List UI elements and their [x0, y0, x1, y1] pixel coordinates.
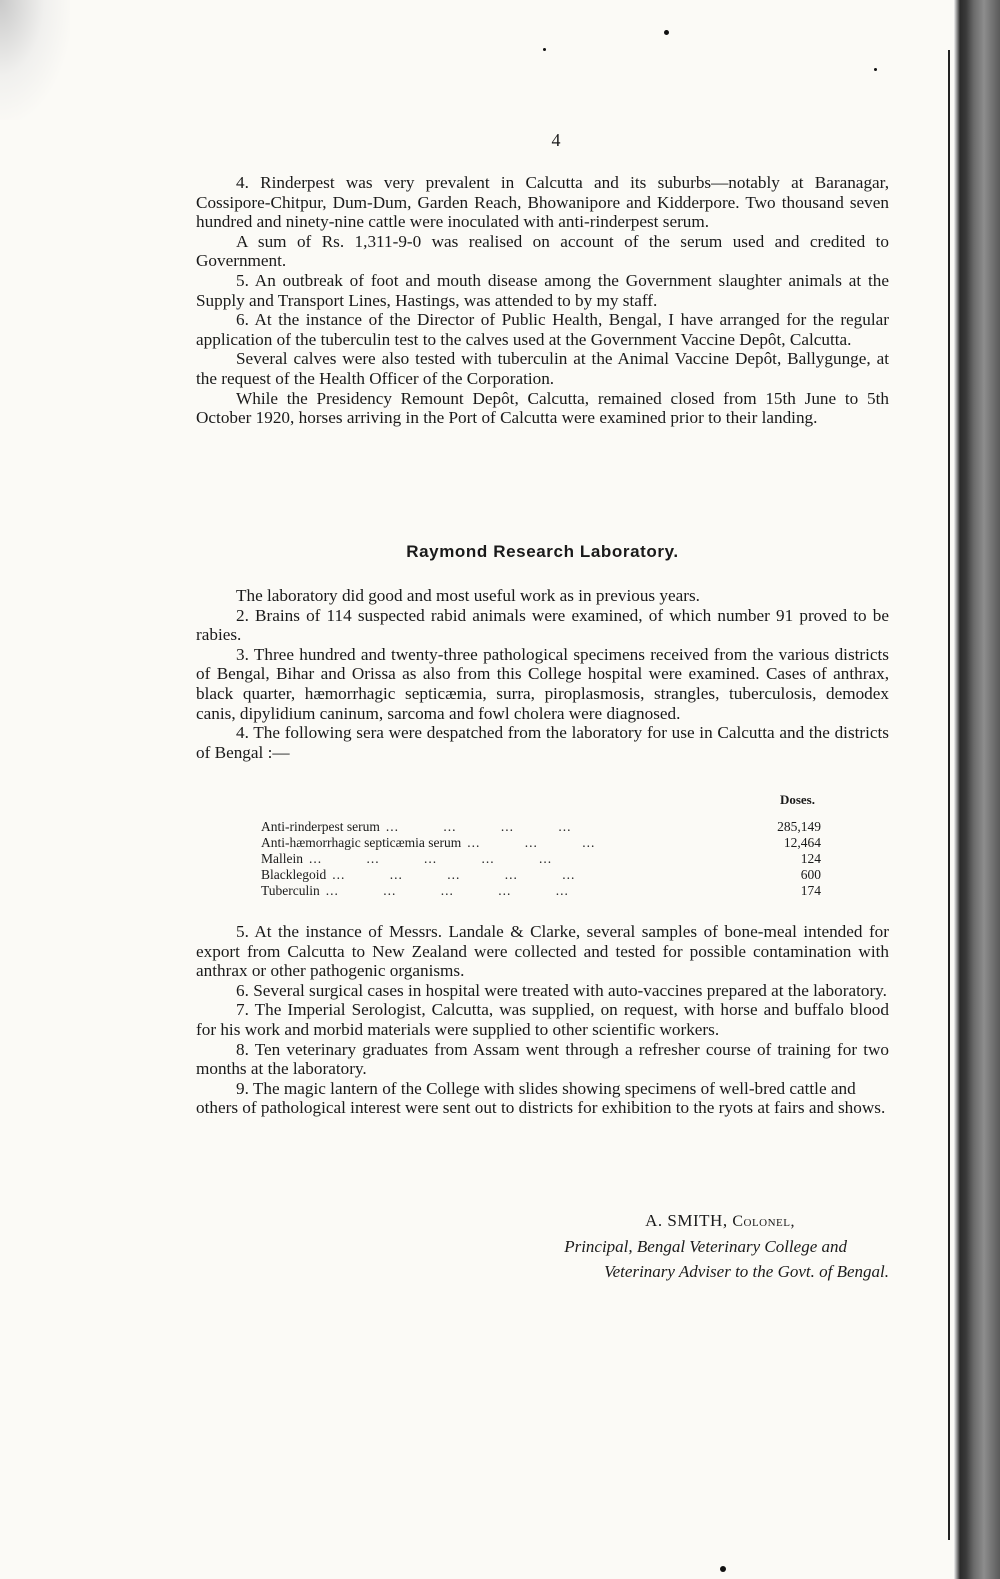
serum-name: Blacklegoid: [261, 867, 327, 882]
signatory-title-line-2: Veterinary Adviser to the Govt. of Bengal.: [604, 1262, 889, 1281]
scan-speck: [720, 1566, 726, 1572]
sera-doses-table: [261, 792, 821, 899]
serum-name: Tuberculin: [261, 883, 320, 898]
paragraph-calves-tested: Several calves were also tested with tuberculin at the Animal Vaccine Depôt, Ballygunge, at the request of the Health Officer of the Corporation.: [196, 349, 889, 388]
signatory-rank: Colonel,: [732, 1213, 795, 1230]
paragraph-lab-work: The laboratory did good and most useful work as in previous years.: [236, 586, 700, 605]
paragraph-tuberculin-test: 6. At the instance of the Director of Public Health, Bengal, I have arranged for the regular application of the tuberculin test to the calves used at the Government Vaccine Depôt, Calcutta.: [196, 310, 889, 349]
table-row: [261, 835, 821, 851]
dot-leader: ... ... ... ... ...: [332, 867, 576, 882]
scan-fold-line: [948, 50, 950, 1540]
paragraph-serum-sum: A sum of Rs. 1,311-9-0 was realised on account of the serum used and credited to Government.: [196, 231, 889, 271]
paragraph-magic-lantern: 9. The magic lantern of the College with slides showing specimens of well-bred cattle and others of pathological interest were sent out to districts for exhibition to the ryots at fairs and shows.: [196, 1078, 886, 1118]
serum-doses: 174: [800, 883, 821, 898]
paragraph-imperial-serologist: 7. The Imperial Serologist, Calcutta, was supplied, on request, with horse and buffalo blood for his work and morbid materials were supplied to other scientific workers.: [196, 1000, 889, 1039]
dot-leader: ... ... ... ... ...: [309, 851, 553, 866]
paragraph-sera-despatched: 4. The following sera were despatched from the laboratory for use in Calcutta and the districts of Bengal :—: [196, 723, 889, 762]
page-number: 4: [551, 130, 561, 150]
paragraph-rabid-brains: 2. Brains of 114 suspected rabid animals were examined, of which number 91 proved to be rabies.: [196, 605, 889, 645]
paragraph-auto-vaccines: 6. Several surgical cases in hospital were treated with auto-vaccines prepared at the laboratory.: [236, 980, 887, 1000]
serum-doses: 124: [800, 851, 821, 866]
veterinary-section: [196, 173, 889, 428]
dot-leader: ... ... ... ... ...: [325, 883, 569, 898]
scan-shadow-right: [954, 0, 1000, 1579]
scan-speck: [874, 68, 877, 71]
scan-speck: [664, 30, 669, 35]
scan-shadow-left: [0, 0, 70, 120]
scan-speck: [543, 48, 546, 51]
signature-block: [196, 1208, 889, 1284]
serum-doses: 285,149: [777, 819, 821, 834]
paragraph-refresher-course: 8. Ten veterinary graduates from Assam went through a refresher course of training for two months at the laboratory.: [196, 1039, 889, 1079]
serum-name: Anti-rinderpest serum: [261, 819, 380, 834]
signatory-name: A. SMITH,: [645, 1211, 728, 1230]
paragraph-bone-meal: 5. At the instance of Messrs. Landale & Clarke, several samples of bone-meal intended for export from Calcutta to New Zealand were collected and tested for possible contamination with anthrax or other pathogenic organisms.: [196, 922, 889, 981]
doses-column-header: Doses.: [779, 792, 815, 807]
paragraph-pathological-specimens: 3. Three hundred and twenty-three pathological specimens received from the various districts of Bengal, Bihar and Orissa as also from this College hospital were examined. Cases of anthrax, black quarter, hæmorrhagic septicæmia, surra, piroplasmosis, strangles, tuberculosis, demodex canis, dipylidium caninum, sarcoma and fowl cholera were diagnosed.: [196, 644, 889, 723]
serum-doses: 600: [800, 867, 821, 882]
table-row: [261, 819, 821, 835]
laboratory-paragraphs: [196, 586, 889, 762]
laboratory-paragraphs-continued: [196, 922, 889, 1118]
serum-doses: 12,464: [783, 835, 821, 850]
paragraph-foot-and-mouth: 5. An outbreak of foot and mouth disease among the Government slaughter animals at the Supply and Transport Lines, Hastings, was attended to by my staff.: [196, 270, 889, 310]
dot-leader: ... ... ...: [467, 835, 596, 850]
table-row: [261, 867, 821, 883]
signatory-title-line-1: Principal, Bengal Veterinary College and: [564, 1237, 847, 1256]
section-heading: Raymond Research Laboratory.: [406, 542, 679, 561]
paragraph-rinderpest: 4. Rinderpest was very prevalent in Calcutta and its suburbs—notably at Baranagar, Cossipore-Chitpur, Dum-Dum, Garden Reach, Bhowanipore and Kidderpore. Two thousand seven hundred and ninety-nine cattle were inoculated with anti-rinderpest serum.: [196, 173, 889, 232]
table-row: [261, 883, 821, 899]
paragraph-remount-depot: While the Presidency Remount Depôt, Calcutta, remained closed from 15th June to 5th October 1920, horses arriving in the Port of Calcutta were examined prior to their landing.: [196, 388, 889, 428]
serum-name: Mallein: [261, 851, 303, 866]
table-row: [261, 851, 821, 867]
signatory-line: [196, 1208, 889, 1234]
dot-leader: ... ... ... ...: [385, 819, 572, 834]
serum-name: Anti-hæmorrhagic septicæmia serum: [261, 835, 462, 850]
